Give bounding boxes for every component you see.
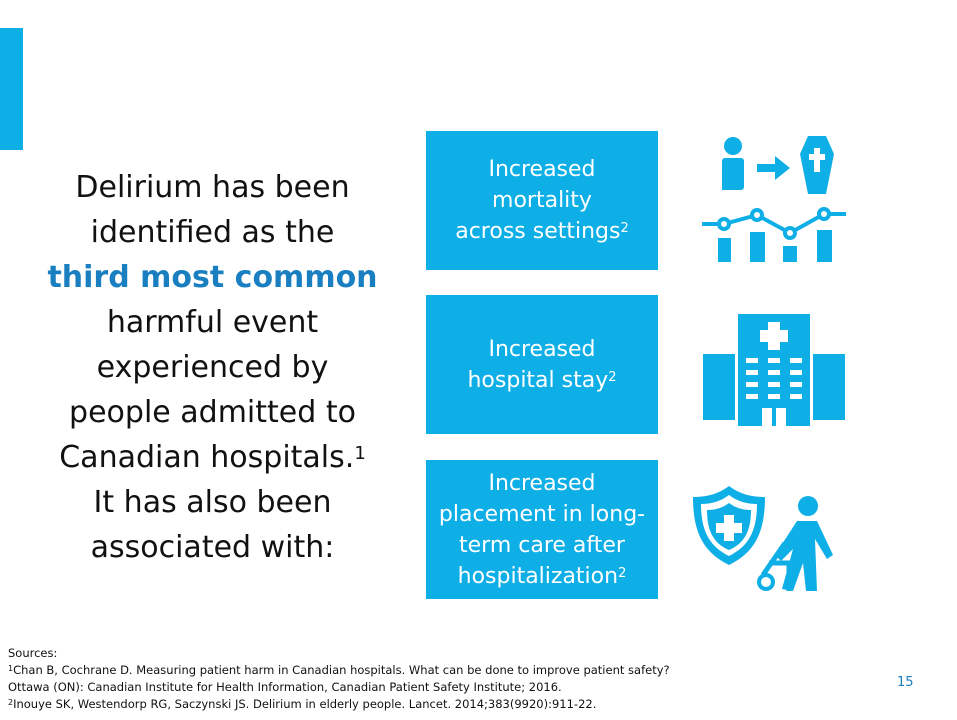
box-text: hospitalization [457, 563, 619, 589]
statement-line: identified as the [90, 215, 335, 250]
box-line: Increased [488, 157, 596, 182]
box-line: term care after [459, 532, 625, 558]
statement-line: harmful event [106, 305, 319, 340]
box-line: Increased [488, 336, 596, 362]
box-line: placement in long- [438, 501, 646, 527]
footnote-num: 2 [8, 698, 14, 707]
main-statement [40, 165, 385, 570]
box-line [467, 365, 616, 396]
source-item [8, 696, 868, 713]
statement-line [40, 435, 385, 480]
hospital-stay-box [426, 295, 658, 434]
box-text: hospital stay [467, 367, 609, 393]
source-text: Chan B, Cochrane D. Measuring patient harm in Canadian hospitals. What can be done to improve patient safety? [13, 663, 670, 677]
source-item-continued: Ottawa (ON): Canadian Institute for Health Information, Canadian Patient Safety Institute; 2016. [8, 680, 562, 694]
mortality-box [426, 131, 658, 270]
statement-line: people admitted to [69, 395, 356, 430]
page-number: 15 [897, 675, 914, 690]
source-item [8, 662, 868, 679]
footnote-num: 1 [8, 664, 14, 673]
box-text: across settings [455, 219, 621, 244]
statement-line: Delirium has been [75, 170, 350, 205]
statement-text: Canadian hospitals. [59, 440, 355, 475]
sources-heading: Sources: [8, 646, 58, 660]
footnote-ref: 2 [608, 369, 617, 385]
footnote-ref: 2 [618, 565, 627, 581]
shield-walker-icon [693, 483, 853, 595]
statement-line: It has also been [93, 485, 332, 520]
source-text: Inouye SK, Westendorp RG, Saczynski JS. Delirium in elderly people. Lancet. 2014;383(9920):911-22. [13, 697, 597, 711]
box-line [455, 216, 629, 247]
box-line [439, 561, 645, 592]
statement-highlight: third most common [47, 260, 378, 295]
sources-section [8, 645, 868, 713]
footnote-ref: 2 [620, 221, 629, 236]
statement-line: experienced by [96, 350, 329, 385]
long-term-care-box [426, 460, 658, 599]
person-to-coffin-trend-icon [700, 128, 850, 270]
footnote-ref: 1 [354, 443, 366, 464]
statement-line: associated with: [90, 530, 335, 565]
box-line: Increased [488, 470, 596, 496]
hospital-building-icon [700, 310, 848, 430]
accent-bar [0, 28, 23, 150]
box-line: mortality [492, 188, 592, 213]
